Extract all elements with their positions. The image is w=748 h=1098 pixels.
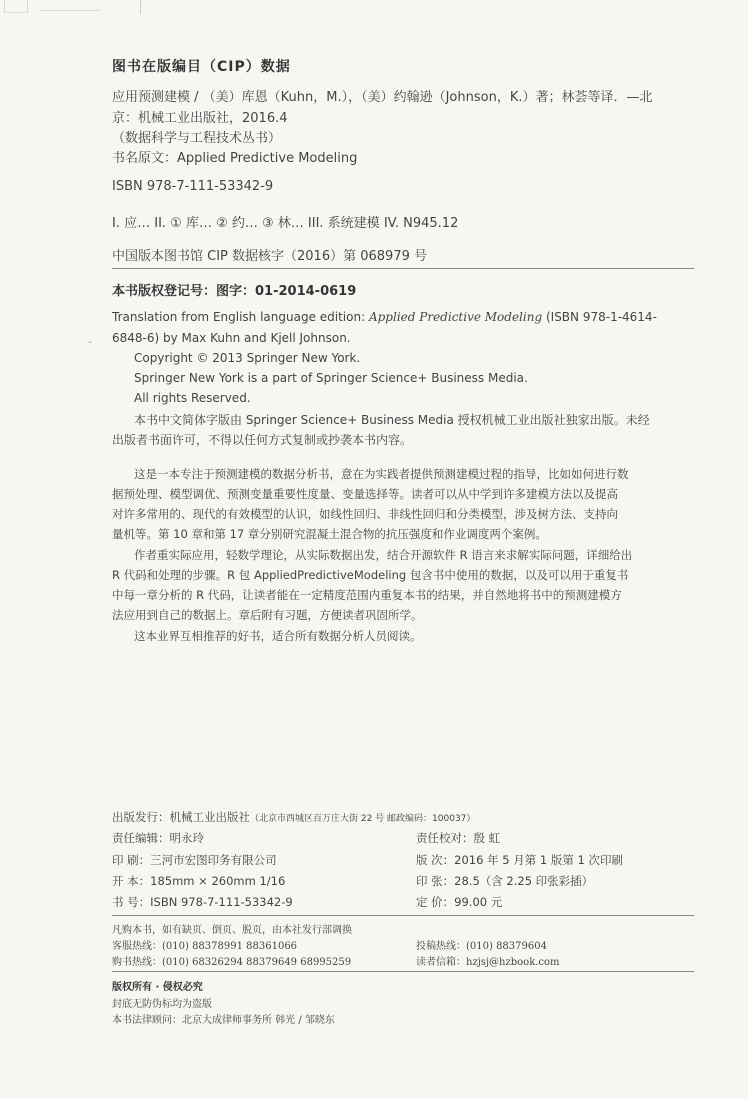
price-label: 定 价： xyxy=(416,895,455,909)
book-number-label: 书 号： xyxy=(112,895,151,909)
printer-name: 三河市宏图印务有限公司 xyxy=(150,853,277,867)
all-rights-reserved: 版权所有 · 侵权必究 xyxy=(112,982,203,993)
book-number-row xyxy=(112,894,293,910)
proofreader-name: 殷 虹 xyxy=(473,831,501,845)
format-row xyxy=(112,873,285,889)
editor-row xyxy=(112,830,204,846)
english-line-4: Springer New York is a part of Springer Science+ Business Media. xyxy=(134,371,528,385)
publisher-address: （北京市西城区百万庄大街 22 号 邮政编码：100037） xyxy=(250,814,476,824)
cip-line-3: （数据科学与工程技术丛书） xyxy=(112,131,282,146)
cip-library-record: 中国版本图书馆 CIP 数据核字（2016）第 068979 号 xyxy=(112,249,427,264)
legal-counsel: 本书法律顾问：北京大成律师事务所 韩光 / 邹晓东 xyxy=(112,1015,335,1026)
publishing-divider xyxy=(112,915,694,916)
scan-edge-marks xyxy=(0,0,150,16)
scan-mark-line xyxy=(40,0,100,11)
desc-p1-l3: 对许多常用的、现代的有效模型的认识，如线性回归、非线性回归和分类模型，涉及树方法、支持向 xyxy=(112,507,618,521)
contacts-divider xyxy=(112,971,694,972)
desc-p2-l2: R 代码和处理的步骤。R 包 AppliedPredictiveModeling 包含书中使用的数据，以及可以用于重复书 xyxy=(112,568,629,582)
copyright-registration: 本书版权登记号：图字：01-2014-0619 xyxy=(112,284,357,299)
cip-line-2: 京：机械工业出版社，2016.4 xyxy=(112,111,288,126)
format-label: 开 本： xyxy=(112,874,151,888)
sheets-value: 28.5（含 2.25 印张彩插） xyxy=(454,874,594,888)
sheets-label: 印 张： xyxy=(416,874,455,888)
margin-dash: - xyxy=(88,335,92,348)
return-notice: 凡购本书，如有缺页、倒页、脱页，由本社发行部调换 xyxy=(112,925,352,936)
reader-mail: 读者信箱：hzjsj@hzbook.com xyxy=(416,957,560,968)
chinese-license-line-1: 本书中文简体字版由 Springer Science+ Business Media 授权机械工业出版社独家出版。未经 xyxy=(134,413,650,427)
publisher-label: 出版发行： xyxy=(112,810,170,824)
desc-p1-l2: 据预处理、模型调优、预测变量重要性度量、变量选择等。读者可以从中学到许多建模方法以及提高 xyxy=(112,487,618,501)
sheets-row xyxy=(416,873,593,889)
english-line-1-pre: Translation from English language edition: xyxy=(112,310,369,324)
edition-row xyxy=(416,852,623,868)
desc-p2-l1: 作者重实际应用，轻数学理论，从实际数据出发，结合开源软件 R 语言来求解实际问题，详细给出 xyxy=(134,548,633,562)
price-row xyxy=(416,894,502,910)
scan-mark-box xyxy=(4,0,28,13)
purchase-hotline: 购书热线：(010) 68326294 88379649 68995259 xyxy=(112,957,352,968)
english-line-1 xyxy=(112,310,657,324)
proofreader-label: 责任校对： xyxy=(416,831,474,845)
cip-classification: I. 应… II. ① 库… ② 约… ③ 林… III. 系统建模 IV. N945.12 xyxy=(112,216,459,231)
english-line-3: Copyright © 2013 Springer New York. xyxy=(134,351,361,365)
english-line-2: 6848-6) by Max Kuhn and Kjell Johnson. xyxy=(112,331,351,345)
desc-p2-l4: 法应用到自己的数据上。章后附有习题，方便读者巩固所学。 xyxy=(112,608,423,622)
book-number-value: ISBN 978-7-111-53342-9 xyxy=(150,895,293,909)
cip-title: 图书在版编目（CIP）数据 xyxy=(112,59,291,75)
scan-mark-tick xyxy=(140,0,141,14)
cip-line-1: 应用预测建模 / （美）库恩（Kuhn，M.），（美）约翰逊（Johnson，K.）著；林荟等译．—北 xyxy=(112,90,653,105)
submission-hotline: 投稿热线：(010) 88379604 xyxy=(416,941,547,952)
publisher-row xyxy=(112,809,475,825)
desc-p1-l4: 量机等。第 10 章和第 17 章分别研究混凝土混合物的抗压强度和作业调度两个案例。 xyxy=(112,527,547,541)
printer-row xyxy=(112,852,277,868)
english-line-5: All rights Reserved. xyxy=(134,391,251,405)
english-book-title: Applied Predictive Modeling xyxy=(368,310,543,324)
service-hotline: 客服热线：(010) 88378991 88361066 xyxy=(112,941,298,952)
format-value: 185mm × 260mm 1/16 xyxy=(150,874,286,888)
proofreader-row xyxy=(416,830,500,846)
cip-line-4: 书名原文：Applied Predictive Modeling xyxy=(112,151,358,166)
cip-divider xyxy=(112,268,694,269)
cip-isbn: ISBN 978-7-111-53342-9 xyxy=(112,179,274,194)
english-line-1-post: (ISBN 978-1-4614- xyxy=(542,310,657,324)
publisher-name: 机械工业出版社 xyxy=(169,810,250,824)
desc-p1-l1: 这是一本专注于预测建模的数据分析书，意在为实践者提供预测建模过程的指导，比如如何进行数 xyxy=(134,467,629,481)
desc-p3: 这本业界互相推荐的好书，适合所有数据分析人员阅读。 xyxy=(134,629,422,643)
editor-label: 责任编辑： xyxy=(112,831,170,845)
editor-name: 明永玲 xyxy=(169,831,204,845)
desc-p2-l3: 中每一章分析的 R 代码，让读者能在一定精度范围内重复本书的结果，并自然地将书中的预测建模方 xyxy=(112,588,622,602)
edition-value: 2016 年 5 月第 1 版第 1 次印刷 xyxy=(454,853,623,867)
edition-label: 版 次： xyxy=(416,853,455,867)
anti-piracy-notice: 封底无防伪标均为盗版 xyxy=(112,999,212,1010)
price-value: 99.00 元 xyxy=(454,895,503,909)
chinese-license-line-2: 出版者书面许可，不得以任何方式复制或抄袭本书内容。 xyxy=(112,433,413,447)
printer-label: 印 刷： xyxy=(112,853,151,867)
